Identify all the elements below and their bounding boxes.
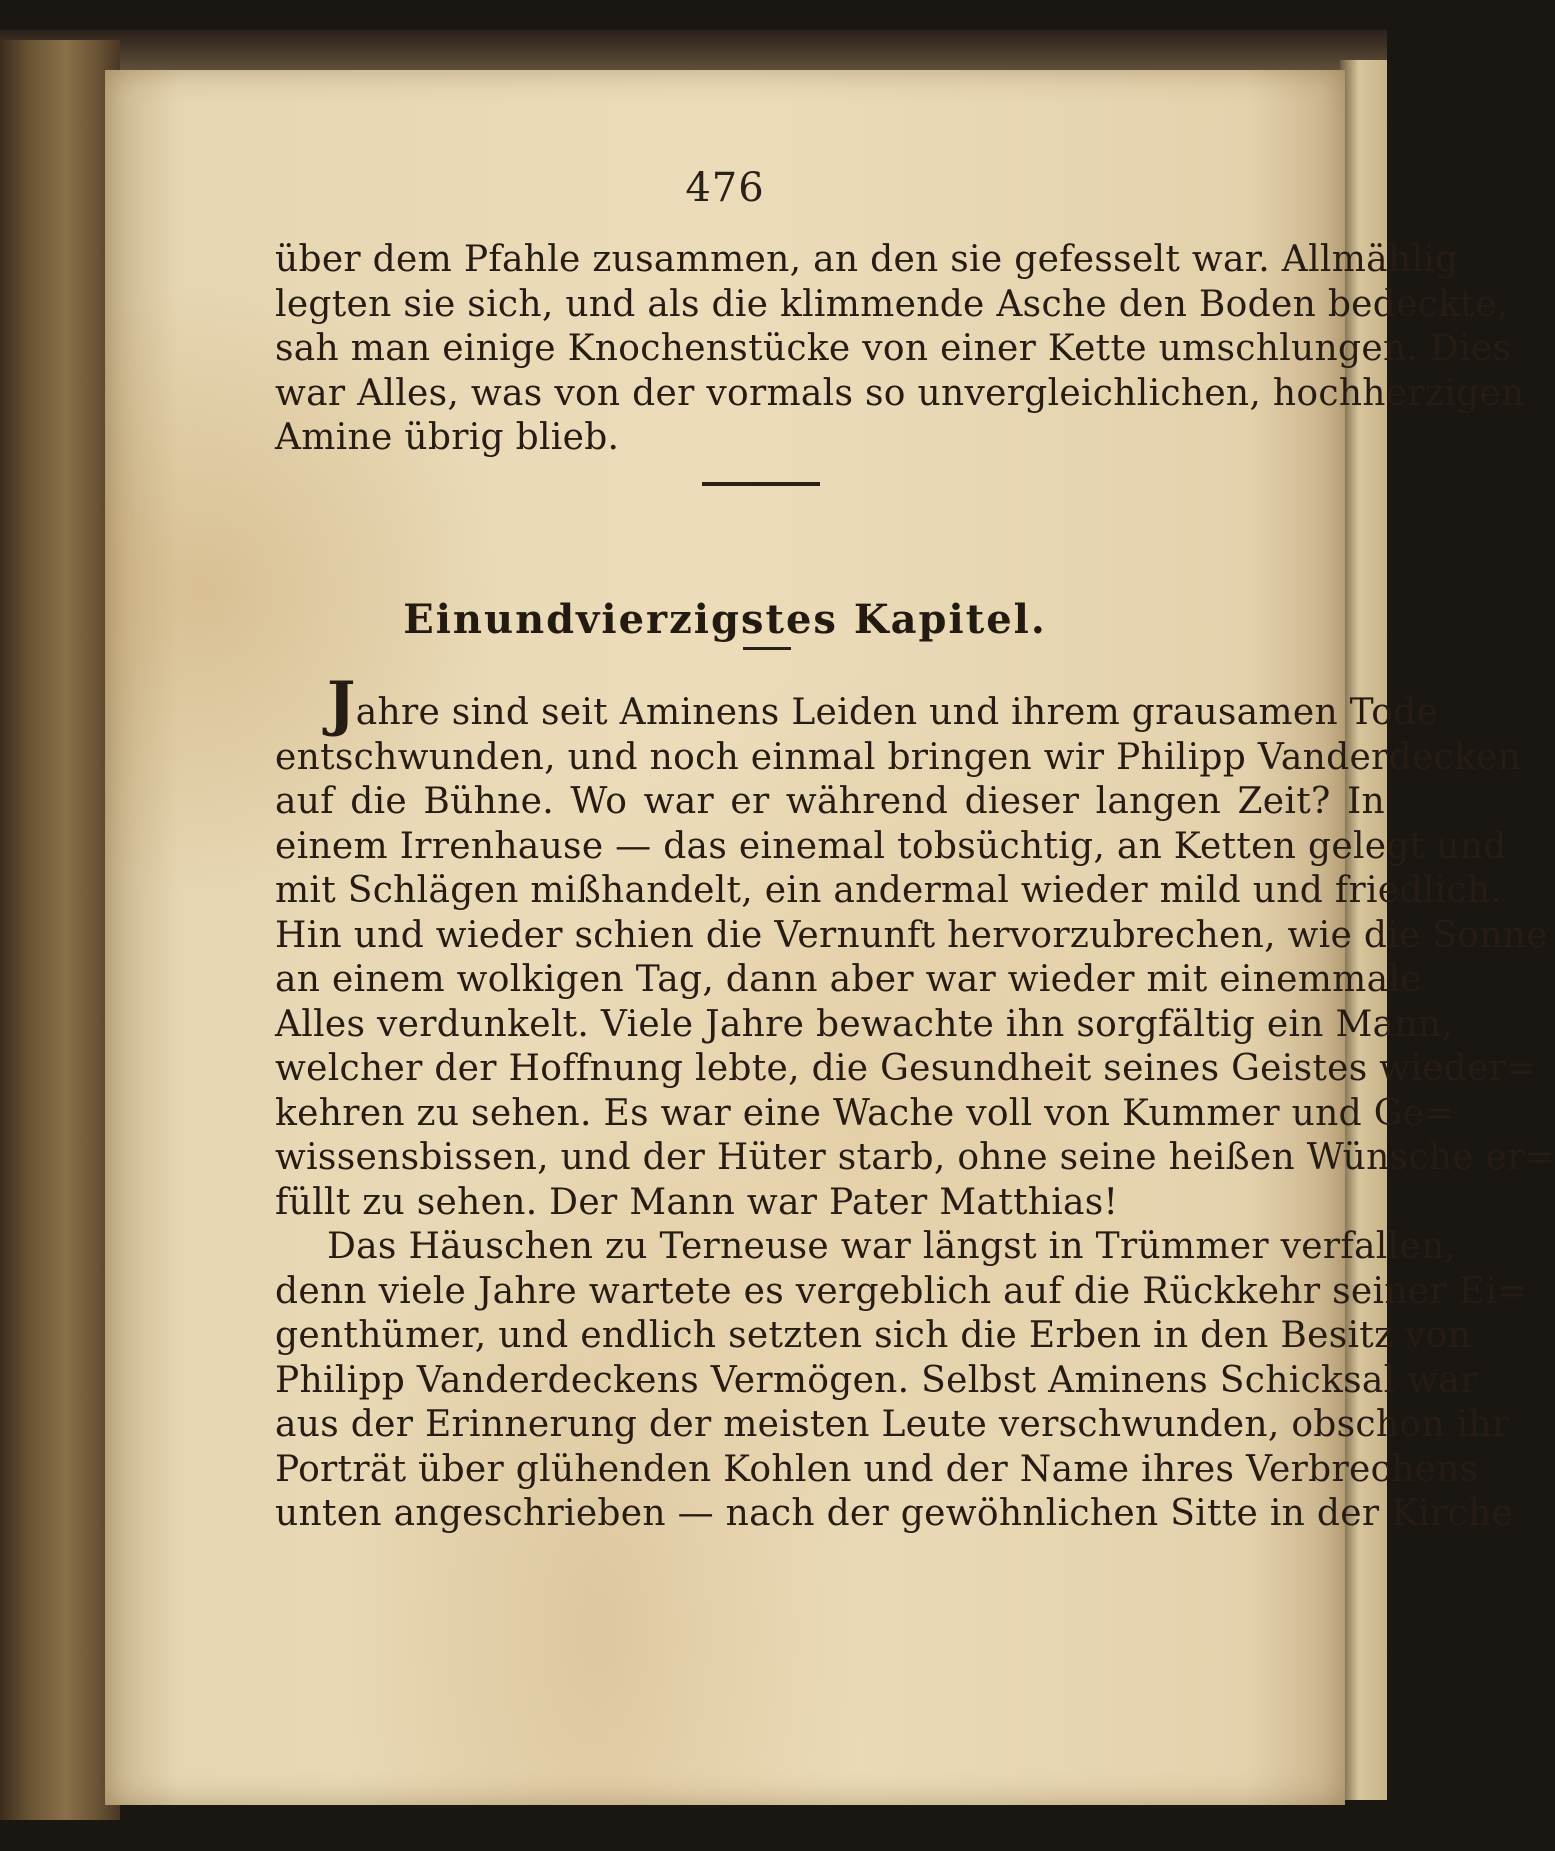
text-line: unten angeschrieben — nach der gewöhnlichen Sitte in der Kirche [275,1493,1514,1534]
text-line: entschwunden, und noch einmal bringen wir Philipp Vanderdecken [275,736,1522,778]
top-paragraph [275,238,1525,461]
text-line: füllt zu sehen. Der Mann war Pater Matthias! [275,1181,1119,1223]
book-page [105,70,1555,1805]
page-number: 476 [685,165,765,211]
text-line: an einem wolkigen Tag, dann aber war wieder mit einemmale [275,959,1422,1000]
text-line: Hin und wieder schien die Vernunft hervorzubrechen, wie die Sonne [275,914,1548,956]
text-line: sah man einige Knochenstücke von einer Kette umschlungen. Dies [275,328,1512,369]
text-line: Porträt über glühenden Kohlen und der Name ihres Verbrechens [275,1448,1479,1490]
text-line: wissensbissen, und der Hüter starb, ohne seine heißen Wünsche er= [275,1137,1555,1178]
text-line: denn viele Jahre wartete es vergeblich auf die Rückkehr seiner Ei= [275,1270,1528,1312]
drop-cap: J [327,669,356,739]
book-page-stack-edge [0,40,120,1820]
text-line: über dem Pfahle zusammen, an den sie gefesselt war. Allmählig [275,239,1459,280]
text-line: Amine übrig blieb. [275,417,620,458]
text-line: genthümer, und endlich setzten sich die Erben in den Besitz von [275,1315,1472,1356]
text-line: Das Häuschen zu Terneuse war längst in Trümmer verfallen, [327,1226,1457,1267]
text-line: Philipp Vanderdeckens Vermögen. Selbst Aminens Schicksal war [275,1359,1478,1401]
first-line [275,669,1439,739]
text-line: einem Irrenhause — das einemal tobsüchtig, an Ketten gelegt und [275,825,1507,867]
text-line: Alles verdunkelt. Viele Jahre bewachte ihn sorgfältig ein Mann, [275,1003,1454,1045]
text-line: kehren zu sehen. Es war eine Wache voll von Kummer und Ge= [275,1092,1455,1134]
first-line-text: ahre sind seit Aminens Leiden und ihrem grausamen Tode [355,692,1439,733]
text-line: aus der Erinnerung der meisten Leute verschwunden, obschon ihr [275,1404,1510,1445]
text-line: welcher der Hoffnung lebte, die Gesundheit seines Geistes wieder= [275,1048,1537,1089]
chapter-body [275,669,1555,1537]
section-divider [702,482,820,486]
chapter-title: Einundvierzigstes Kapitel. [403,596,1047,643]
text-line: mit Schlägen mißhandelt, ein andermal wieder mild und friedlich. [275,870,1503,911]
text-line: legten sie sich, und als die klimmende Asche den Boden bedeckte, [275,283,1509,325]
chapter-divider [743,647,791,650]
text-line: auf die Bühne. Wo war er während dieser langen Zeit? In [275,781,1385,822]
text-line: war Alles, was von der vormals so unvergleichlichen, hochherzigen [275,372,1525,414]
